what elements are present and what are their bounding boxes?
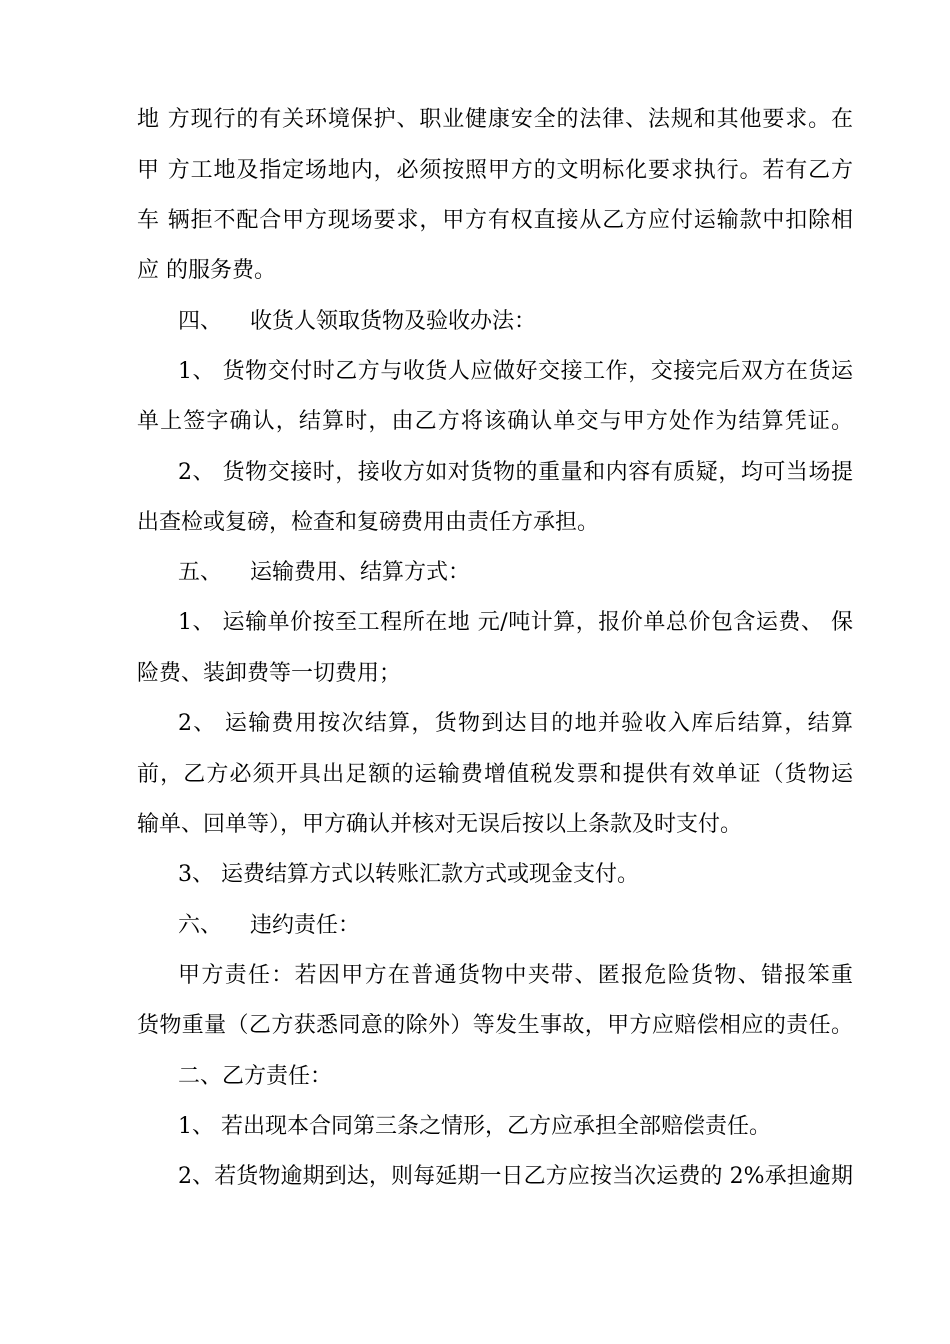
section-heading-6: 六、 违约责任：: [178, 913, 360, 938]
clause-5-3-line-1: 3、 运费结算方式以转账汇款方式或现金支付。: [178, 862, 639, 887]
party-b-clause-2: 2、若货物逾期到达，则每延期一日乙方应按当次运费的 2%承担逾期: [178, 1164, 853, 1189]
party-a-liability-line-1: 甲方责任：若因甲方在普通货物中夹带、匿报危险货物、错报笨重: [178, 963, 853, 988]
clause-4-1-line-2: 单上签字确认，结算时，由乙方将该确认单交与甲方处作为结算凭证。: [137, 409, 853, 434]
party-b-clause-1: 1、 若出现本合同第三条之情形，乙方应承担全部赔偿责任。: [178, 1114, 771, 1139]
body-line-1: 地 方现行的有关环境保护、职业健康安全的法律、法规和其他要求。在: [137, 107, 853, 132]
body-line-2: 甲 方工地及指定场地内，必须按照甲方的文明标化要求执行。若有乙方: [137, 158, 853, 183]
body-line-3: 车 辆拒不配合甲方现场要求，甲方有权直接从乙方应付运输款中扣除相: [137, 208, 853, 233]
body-line-4: 应 的服务费。: [137, 258, 276, 283]
clause-5-2-line-3: 输单、回单等），甲方确认并核对无误后按以上条款及时支付。: [137, 812, 743, 837]
party-a-liability-line-2: 货物重量（乙方获悉同意的除外）等发生事故，甲方应赔偿相应的责任。: [137, 1013, 853, 1038]
clause-4-2-line-1: 2、 货物交接时，接收方如对货物的重量和内容有质疑，均可当场提: [178, 460, 853, 485]
clause-5-2-line-1: 2、 运输费用按次结算，货物到达目的地并验收入库后结算，结算: [178, 711, 853, 736]
party-b-liability-heading: 二、乙方责任：: [178, 1064, 333, 1089]
clause-5-2-line-2: 前，乙方必须开具出足额的运输费增值税发票和提供有效单证（货物运: [137, 762, 853, 787]
clause-5-1-line-2: 险费、装卸费等一切费用；: [137, 661, 402, 686]
section-heading-4: 四、 收货人领取货物及验收办法：: [178, 309, 536, 334]
clause-4-2-line-2: 出查检或复磅，检查和复磅费用由责任方承担。: [137, 510, 600, 535]
clause-5-1-line-1: 1、 运输单价按至工程所在地 元/吨计算，报价单总价包含运费、 保: [178, 610, 853, 635]
section-heading-5: 五、 运输费用、结算方式：: [178, 560, 470, 585]
clause-4-1-line-1: 1、 货物交付时乙方与收货人应做好交接工作，交接完后双方在货运: [178, 359, 853, 384]
